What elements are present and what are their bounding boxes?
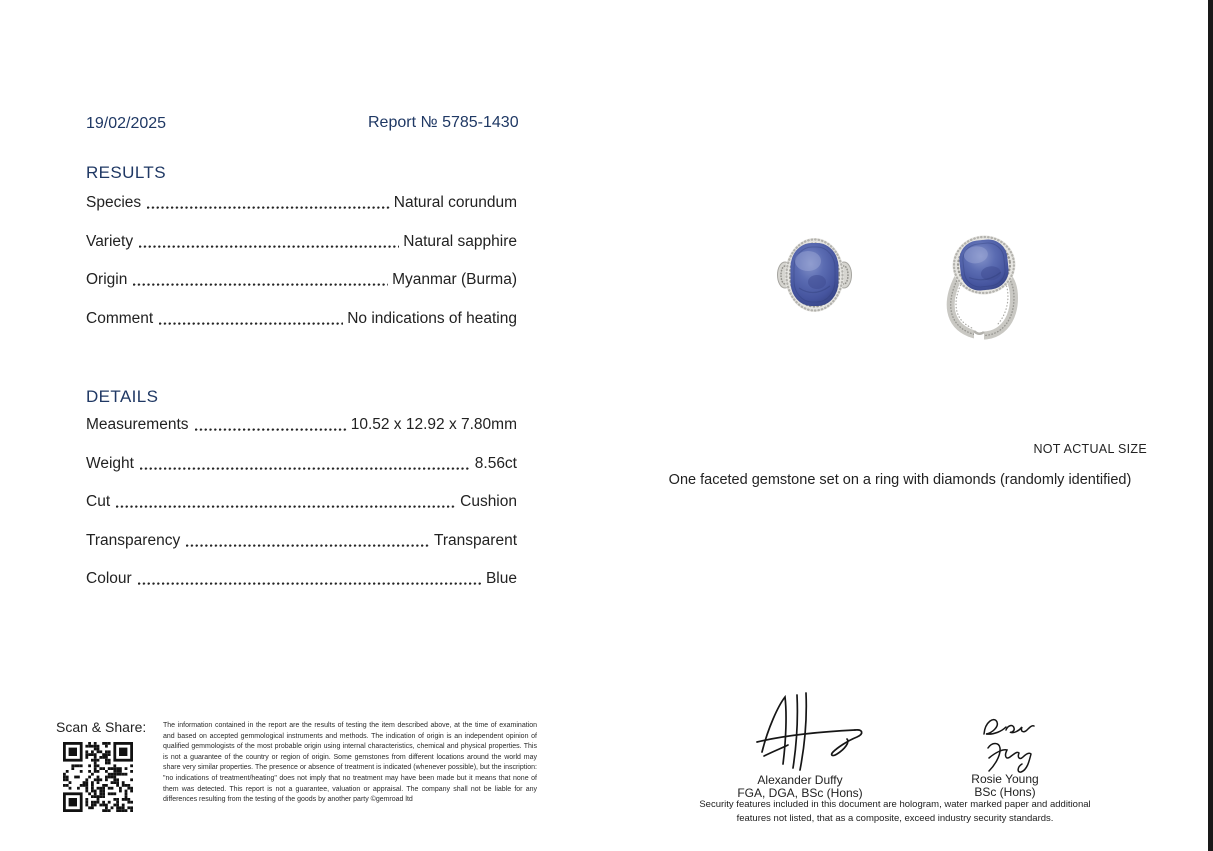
field-value: No indications of heating [347, 309, 517, 327]
security-note-line2: features not listed, that as a composite, exceed industry security standards. [736, 812, 1054, 824]
result-row-variety [86, 234, 517, 250]
security-note-line1: Security features included in this document are hologram, water marked paper and additional [699, 799, 1091, 810]
field-label: Measurements [86, 416, 189, 433]
results-rows [86, 195, 517, 349]
signature-rosie-young [974, 714, 1046, 774]
dot-leader [159, 322, 343, 325]
signature-alexander-duffy [752, 692, 870, 774]
dot-leader [140, 467, 471, 470]
detail-row-cut [86, 494, 517, 510]
dot-leader [139, 245, 399, 248]
field-label: Comment [86, 309, 154, 327]
detail-row-colour [86, 571, 517, 587]
details-rows [86, 417, 517, 610]
dot-leader [116, 505, 456, 508]
report-date: 19/02/2025 [86, 115, 167, 132]
field-value: Myanmar (Burma) [392, 271, 517, 289]
field-label: Variety [86, 232, 134, 250]
field-value: Blue [485, 570, 517, 588]
field-label: Species [86, 194, 142, 211]
field-value: 10.52 x 12.92 x 7.80mm [350, 416, 517, 433]
result-row-species [86, 195, 517, 211]
signatory-name: Rosie Young [971, 772, 1039, 786]
field-value: Cushion [460, 493, 517, 511]
signatory-name: Alexander Duffy [757, 773, 843, 787]
field-value: Natural sapphire [403, 232, 517, 250]
dot-leader [133, 283, 388, 286]
signatory-credentials: BSc (Hons) [974, 785, 1036, 799]
field-label: Transparency [86, 531, 181, 549]
scan-edge-shadow [1208, 0, 1213, 851]
detail-row-transparency [86, 533, 517, 549]
field-value: Natural corundum [393, 194, 517, 211]
field-label: Origin [86, 271, 128, 289]
qr-code [63, 742, 133, 812]
signatory-1 [720, 774, 880, 800]
detail-row-measurements [86, 417, 517, 433]
photo-caption: One faceted gemstone set on a ring with diamonds (randomly identified) [668, 472, 1132, 488]
field-value: 8.56ct [474, 454, 517, 472]
field-value: Transparent [434, 531, 517, 549]
disclaimer-text: The information contained in the report are the results of testing the item described above, at the time of examination and based on accepted gemmological instruments and methods. The indication of origin is an independent opinion of qualified gemmologists of the most probable origin using internal characteristics, chemical and physical properties. This is not a guarantee of the country or region of origin. Some gemstones from different locations around the world may share very similar properties. The presence or absence of treatment is indicated (whenever possible), but the inscription: "no indications of treatment/heating" does not imply that no treatment may have been made but it means that none of them was detected. This report is not a guarantee, valuation or appraisal. The company shall not be liable for any differences resulting from the testing of the goods by another party ©gemroad ltd [163, 722, 537, 804]
signatory-2 [925, 773, 1085, 799]
signatory-credentials: FGA, DGA, BSc (Hons) [737, 786, 863, 800]
field-label: Cut [86, 493, 111, 511]
field-label: Weight [86, 454, 134, 472]
result-row-origin [86, 272, 517, 288]
field-label: Colour [86, 570, 132, 588]
report-number: Report № 5785-1430 [368, 114, 519, 131]
ring-photos [770, 228, 1030, 340]
dot-leader [147, 206, 390, 209]
detail-row-weight [86, 456, 517, 472]
dot-leader [138, 582, 482, 585]
not-actual-size-label: NOT ACTUAL SIZE [1033, 442, 1147, 456]
results-heading: RESULTS [86, 163, 166, 182]
result-row-comment [86, 311, 517, 327]
security-note [645, 798, 1145, 825]
ring-photo-side-view [940, 232, 1026, 340]
dot-leader [186, 544, 430, 547]
details-heading: DETAILS [86, 387, 159, 406]
ring-photo-top-view [777, 232, 852, 316]
scan-share-label: Scan & Share: [56, 719, 147, 735]
dot-leader [195, 428, 347, 431]
